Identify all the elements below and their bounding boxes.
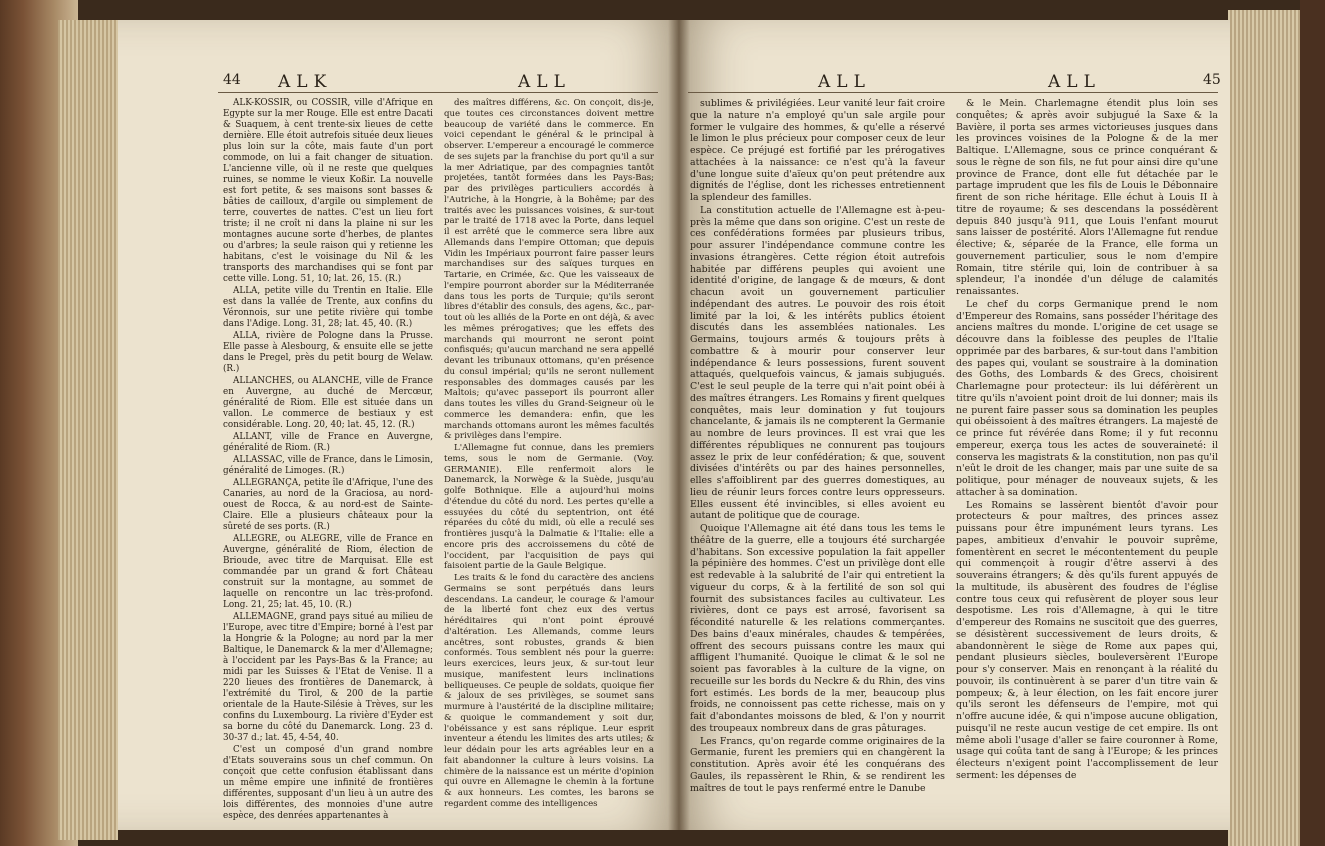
paragraph: ALLANCHES, ou ALANCHE, ville de France en Auvergne, au duché de Mercœur, généralité de Riom. Elle est située dans un vallon. Le commerce de bestiaux y est considérable. Long. 20, 40; lat. 45, 12. (R.)	[223, 376, 433, 430]
head-rule-left	[218, 92, 658, 93]
paragraph: Le chef du corps Germanique prend le nom d'Empereur des Romains, sans posséder l'héritage des anciens maîtres du monde. L'origine de cet usage se découvre dans la foiblesse des peuples de l'Italie opprimée par des barbares, & sur-tout dans l'ambition des papes qui, voulant se soustraire à la domination des Goths, des Lombards & des Grecs, choisirent Charlemagne pour protecteur: ils lui déférèrent un titre qu'ils n'avoient point droit de lui donner; mais ils ne purent faire passer sous sa domination les peuples qui obéissoient à des maîtres étrangers. La majesté de ce prince fut révérée dans Rome; il y fut reconnu empereur, exerça tous les actes de souveraineté: il conserva les magistrats & la constitution, non pas qu'il n'eût le droit de les changer, mais par une suite de sa politique, pour ménager de nouveaux sujets, & les attacher à sa domination.	[956, 298, 1218, 498]
paragraph: ALLA, rivière de Pologne dans la Prusse. Elle passe à Alesbourg, & ensuite elle se jette dans le Pregel, près du petit bourg de Welaw. (R.)	[223, 331, 433, 374]
paragraph: Quoique l'Allemagne ait été dans tous les tems le théâtre de la guerre, elle a toujours été surchargée d'habitans. Son excessive population la fait appeller la pépinière des hommes. C'est un privilège dont elle est redevable à la salubrité de l'air qui entretient la vigueur du corps, & à la fertilité de son sol qui fournit des subsistances faciles au cultivateur. Les rivières, dont ce pays est arrosé, favorisent sa fécondité naturelle & les relations commerçantes. Des bains d'eaux minérales, chaudes & tempérées, offrent des secours puissans contre les maux qui affligent l'humanité. Quoique le climat & le sol ne soient pas favorables à la culture de la vigne, on recueille sur les bords du Neckre & du Rhin, des vins fort estimés. Les bords de la mer, beaucoup plus froids, ne connoissent pas cette richesse, mais on y fait d'abondantes moissons de bled, & l'on y nourrit des troupeaux nombreux dans de gras pâturages.	[690, 523, 945, 734]
page-number-right: 45	[1203, 72, 1221, 88]
book-gutter	[668, 20, 690, 830]
paragraph: ALLANT, ville de France en Auvergne, généralité de Riom. (R.)	[223, 432, 433, 453]
running-head-left-col1: ALK	[278, 72, 333, 92]
book-cover-right	[1300, 0, 1325, 846]
paragraph: ALLEGRE, ou ALEGRE, ville de France en Auvergne, généralité de Riom, élection de Brioude, avec titre de Marquisat. Elle est commandée par un grand & fort Château construit sur la montagne, au sommet de laquelle on rencontre un lac très-profond. Long. 21, 25; lat. 45, 10. (R.)	[223, 534, 433, 610]
right-page	[678, 20, 1230, 830]
paragraph: ALK-KOSSIR, ou COSSIR, ville d'Afrique en Egypte sur la mer Rouge. Elle est entre Dacati & Suaquem, à cent trente-six lieues de cette dernière. Elle étoit autrefois située deux lieues plus loin sur la côte, mais faute d'un port commode, on lui a fait changer de situation. L'ancienne ville, où il ne reste que quelques ruines, se nomme le vieux Koßir. La nouvelle est fort petite, & ses maisons sont basses & bâties de cailloux, d'argile ou simplement de terre, couvertes de nattes. C'est un lieu fort triste; il ne croît ni dans la plaine ni sur les montagnes aucune sorte d'herbes, de plantes ou d'arbres; la seule raison qui y retienne les habitans, c'est le voisinage du Nil & les transports des marchandises qui se font par cette ville. Long. 51, 10; lat. 26, 15. (R.)	[223, 98, 433, 284]
right-page-column-1	[690, 98, 945, 795]
page-number-left: 44	[223, 72, 241, 88]
running-head-right-col1: ALL	[818, 72, 871, 92]
paragraph: & le Mein. Charlemagne étendit plus loin ses conquêtes; & après avoir subjugué la Saxe & la Bavière, il porta ses armes victorieuses jusques dans les provinces voisines de la Pologne & de la mer Baltique. L'Allemagne, sous ce prince conquérant & sous le règne de son fils, ne fut pour ainsi dire qu'une province de France, dont elle fut détachée par le partage imprudent que les fils de Louis le Débonnaire firent de son riche héritage. Elle échut à Louis II à titre de royaume; & ses descendans la possédèrent depuis 840 jusqu'à 911, que Louis l'enfant mourut sans laisser de postérité. Alors l'Allemagne fut rendue élective; &, séparée de la France, elle forma un gouvernement particulier, sous le nom d'empire Romain, titre stérile qui, loin de contribuer à sa splendeur, l'a inondée d'un déluge de calamités renaissantes.	[956, 98, 1218, 297]
paragraph: ALLASSAC, ville de France, dans le Limosin, généralité de Limoges. (R.)	[223, 455, 433, 476]
paragraph: Les Francs, qu'on regarde comme originaires de la Germanie, furent les premiers qui en changèrent la constitution. Après avoir été les conquérans des Gaules, ils repassèrent le Rhin, & se rendirent les maîtres de tout le pays renfermé entre le Danube	[690, 735, 945, 794]
page-edges-left	[58, 20, 118, 840]
paragraph: Les traits & le fond du caractère des anciens Germains se sont perpétués dans leurs descendans. La candeur, le courage & l'amour de la liberté font chez eux des vertus héréditaires qui n'ont point éprouvé d'altération. Les Allemands, comme leurs ancêtres, sont robustes, grands & bien conformés. Tous semblent nés pour la guerre: leurs exercices, leurs jeux, & sur-tout leur musique, manifestent leurs inclinations belliqueuses. Ce peuple de soldats, quoique fier & jaloux de ses privilèges, se soumet sans murmure à l'austérité de la discipline militaire; & quoique le commandement y soit dur, l'obéissance y est sans réplique. Leur esprit inventeur a étendu les limites des arts utiles; & leur dédain pour les arts agréables leur en a fait abandonner la culture à leurs voisins. La chimère de la naissance est un mérite d'opinion qui ouvre en Allemagne le chemin à la fortune & aux honneurs. Les comtes, les barons se regardent comme des intelligences	[444, 573, 654, 809]
left-page-column-2	[444, 98, 654, 811]
head-rule-right	[688, 92, 1218, 93]
paragraph: sublimes & privilégiées. Leur vanité leur fait croire que la nature n'a employé qu'un sale argile pour former le vulgaire des hommes, & qu'elle a réservé le limon le plus précieux pour composer ceux de leur espèce. Ce préjugé est fortifié par les prérogatives attachées à la naissance: ce n'est qu'à la faveur d'une longue suite d'aïeux qu'on peut prétendre aux dignités de l'église, dont les richesses entretiennent la splendeur des familles.	[690, 98, 945, 203]
paragraph: ALLEGRANÇA, petite île d'Afrique, l'une des Canaries, au nord de la Graciosa, au nord-ouest de Rocca, & au nord-est de Sainte-Claire. Elle a plusieurs châteaux pour la sûreté de ses ports. (R.)	[223, 478, 433, 532]
right-page-column-2	[956, 98, 1218, 783]
left-page	[118, 20, 680, 830]
paragraph: C'est un composé d'un grand nombre d'Etats souverains sous un chef commun. On conçoit que cette confusion établissant dans un même empire une infinité de frontières différentes, supposant d'un lieu à un autre des lois différentes, des monnoies d'une autre espèce, des denrées appartenantes à	[223, 745, 433, 821]
paragraph: Les Romains se lassèrent bientôt d'avoir pour protecteurs & pour maîtres, des princes assez puissans pour être impunément leurs tyrans. Les papes, ambitieux d'envahir le pouvoir suprême, fomentèrent en secret le mécontentement du peuple qui commençoit à rougir d'être asservi à des souverains étrangers; & dès qu'ils furent appuyés de la multitude, ils abusèrent des foudres de l'église contre tous ceux qui refusèrent de ployer sous leur despotisme. Les rois d'Allemagne, à qui le titre d'empereur des Romains ne suscitoit que des guerres, se désistèrent successivement de leurs droits, & abandonnèrent le siège de Rome aux papes qui, pendant plusieurs siècles, bouleversèrent l'Europe pour s'y conserver. Mais en renonçant à la réalité du pouvoir, ils continuèrent à se parer d'un titre vain & pompeux; &, à leur élection, on les fait encore jurer qu'ils seront les défenseurs de l'empire, mot qui n'offre aucune idée, & qui n'impose aucune obligation, puisqu'il ne reste aucun vestige de cet empire. Ils ont même aboli l'usage d'aller se faire couronner à Rome, usage qui coûta tant de sang à l'Europe; & les princes électeurs n'exigent point l'accomplissement de leur serment: les dépenses de	[956, 499, 1218, 781]
paragraph: La constitution actuelle de l'Allemagne est à-peu-près la même que dans son origine. C'est un reste de ces confédérations formées par plusieurs tribus, pour assurer l'indépendance commune contre les invasions étrangères. Cette région étoit autrefois habitée par différens peuples qui avoient une identité d'origine, de langage & de mœurs, & dont chacun avoit un gouvernement particulier indépendant des autres. Le pouvoir des rois étoit limité par la loi, & les intérêts publics étoient discutés dans les assemblées nationales. Les Germains, toujours armés & toujours prêts à combattre & à mourir pour conserver leur indépendance & leurs possessions, furent souvent attaqués, quelquefois vaincus, & jamais subjugués. C'est le seul peuple de la terre qui n'ait point obéi à des maîtres étrangers. Les Romains y firent quelques conquêtes, mais leur domination y fut toujours chancelante, & jamais ils ne compterent la Germanie au nombre de leurs provinces. Il est vrai que les différentes républiques ne connurent pas toujours assez le prix de leur confédération; & que, souvent divisées d'intérêts ou par des haines personnelles, elles s'affoiblirent par des guerres domestiques, au lieu de réunir leurs forces contre leurs oppresseurs. Elles eussent été invincibles, si elles avoient eu autant de politique que de courage.	[690, 204, 945, 522]
running-head-right-col2: ALL	[1048, 72, 1101, 92]
running-head-left-col2: ALL	[518, 72, 571, 92]
paragraph: des maîtres différens, &c. On conçoit, dis-je, que toutes ces circonstances doivent mettre beaucoup de variété dans le commerce. En voici cependant le général & le principal à observer. L'empereur a encouragé le commerce de ses sujets par la franchise du port qu'il a sur la mer Adriatique, par des compagnies tantôt projetées, tantôt formées dans les Pays-Bas; par des privilèges particuliers accordés à l'Autriche, à la Hongrie, à la Bohême; par des traités avec les puissances voisines, & sur-tout par le traité de 1718 avec la Porte, dans lequel il est arrêté que le commerce sera libre aux Allemands dans l'empire Ottoman; que depuis Vidin les Impériaux pourront faire passer leurs marchandises sur des saïques turques en Tartarie, en Crimée, &c. Que les vaisseaux de l'empire pourront aborder sur la Méditerranée dans tous les ports de Turquie; qu'ils seront libres d'établir des consuls, des agens, &c., par-tout où les alliés de la Porte en ont déjà, & avec les mêmes prérogatives; que les effets des marchands qui mourront ne seront point confisqués; qu'aucun marchand ne sera appellé devant les tribunaux ottomans, qu'en présence du consul impérial; qu'ils ne seront nullement responsables des dommages causés par les Maltois; qu'avec passeport ils pourront aller dans toutes les villes du Grand-Seigneur où le commerce les demandera: enfin, que les marchands ottomans auront les mêmes facultés & privilèges dans l'empire.	[444, 98, 654, 442]
paragraph: ALLEMAGNE, grand pays situé au milieu de l'Europe, avec titre d'Empire; borné à l'est par la Hongrie & la Pologne; au nord par la mer Baltique, le Danemarck & la mer d'Allemagne; à l'occident par les Pays-Bas & la France; au midi par les Suisses & l'Etat de Venise. Il a 220 lieues des frontières de Danemarck, à l'extrémité du Tirol, & 200 de la partie orientale de la Haute-Silésie à Trèves, sur les confins du Luxembourg. La rivière d'Eyder est sa borne du côté du Danemarck. Long. 23 d. 30-37 d.; lat. 45, 4-54, 40.	[223, 612, 433, 743]
paragraph: L'Allemagne fut connue, dans les premiers tems, sous le nom de Germanie. (Voy. GERMANIE). Elle renfermoit alors le Danemarck, la Norwège & la Suède, jusqu'au golfe Bothnique. Elle a aujourd'hui moins d'étendue du côté du nord. Les pertes qu'elle a essuyées du côté du septentrion, ont été réparées du côté du midi, où elle a reculé ses frontières jusqu'à la Dalmatie & l'Italie: elle a encore pris des accroissemens du côté de l'occident, par l'acquisition de pays qui faisoient partie de la Gaule Belgique.	[444, 443, 654, 572]
left-page-column-1	[223, 98, 433, 823]
paragraph: ALLA, petite ville du Trentin en Italie. Elle est dans la vallée de Trente, aux confins du Véronnois, sur une petite rivière qui tombe dans l'Adige. Long. 31, 28; lat. 45, 40. (R.)	[223, 286, 433, 329]
